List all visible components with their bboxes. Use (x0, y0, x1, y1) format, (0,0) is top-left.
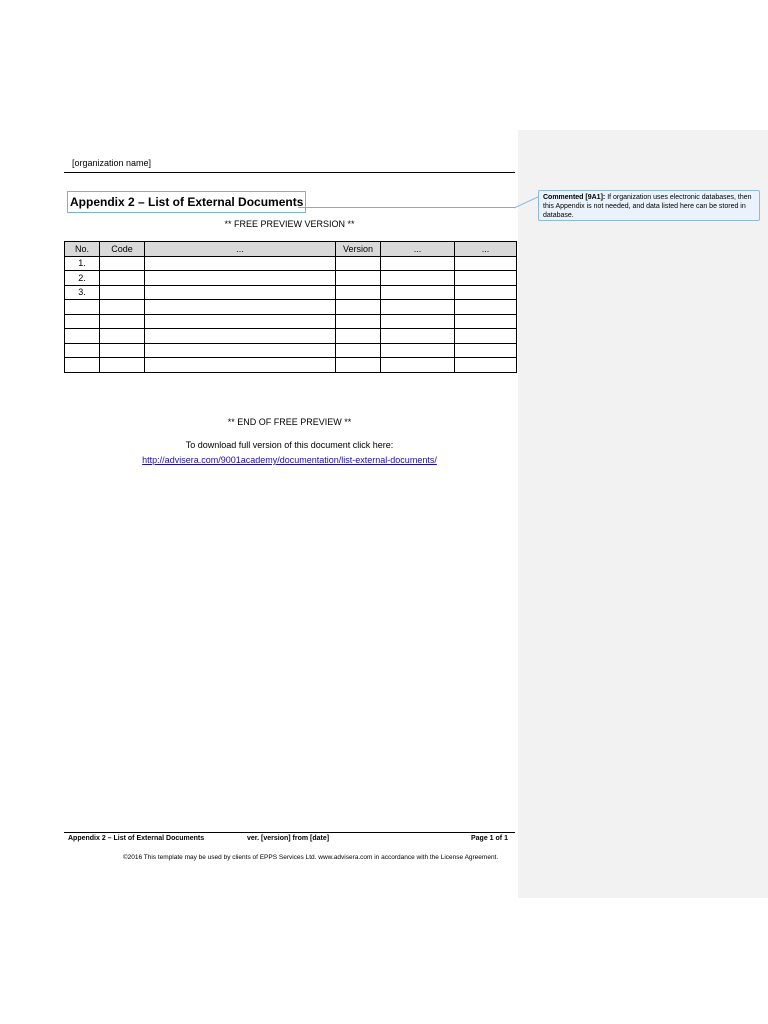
table-cell-no[interactable] (65, 314, 100, 329)
table-cell[interactable] (455, 329, 517, 344)
comment-text: If organization uses electronic databases, then this Appendix is not needed, and data listed here can be stored in database. (543, 194, 752, 219)
table-cell[interactable] (145, 271, 336, 286)
table-cell[interactable] (100, 285, 145, 300)
table-cell[interactable] (455, 271, 517, 286)
table-cell[interactable] (455, 358, 517, 373)
organization-name: [organization name] (72, 158, 152, 168)
table-cell[interactable] (455, 285, 517, 300)
table-cell[interactable] (381, 256, 455, 271)
comment-anchor-line (298, 207, 516, 208)
table-cell[interactable] (455, 256, 517, 271)
table-cell[interactable] (455, 343, 517, 358)
header-version: Version (336, 242, 381, 257)
table-cell[interactable] (145, 314, 336, 329)
table-cell[interactable] (100, 314, 145, 329)
external-documents-table (64, 241, 517, 373)
table-cell[interactable] (381, 343, 455, 358)
title-highlight[interactable] (67, 191, 306, 213)
table-row (65, 358, 517, 373)
comment-box[interactable] (538, 190, 760, 221)
free-preview-label: ** FREE PREVIEW VERSION ** (224, 219, 355, 229)
table-cell-no[interactable]: 2. (65, 271, 100, 286)
download-link[interactable]: http://advisera.com/9001academy/documentation/list-external-documents/ (142, 455, 437, 465)
table-cell-no[interactable]: 3. (65, 285, 100, 300)
table-cell[interactable] (381, 285, 455, 300)
table-cell[interactable] (381, 314, 455, 329)
document-title: Appendix 2 – List of External Documents (70, 195, 304, 209)
table-row (65, 285, 517, 300)
table-cell[interactable] (100, 329, 145, 344)
footer-rule (64, 832, 515, 833)
footer-title: Appendix 2 – List of External Documents (68, 835, 205, 842)
table-cell-no[interactable] (65, 300, 100, 315)
table-cell[interactable] (381, 271, 455, 286)
table-cell-no[interactable] (65, 329, 100, 344)
header-rule (64, 172, 515, 173)
table-cell[interactable] (145, 256, 336, 271)
header-col-3: ... (145, 242, 336, 257)
table-cell-no[interactable] (65, 343, 100, 358)
table-cell[interactable] (336, 300, 381, 315)
table-row (65, 343, 517, 358)
header-col-6: ... (455, 242, 517, 257)
download-link-wrap (64, 455, 515, 465)
table-cell[interactable] (381, 329, 455, 344)
table-cell[interactable] (100, 358, 145, 373)
header-code: Code (100, 242, 145, 257)
table-cell[interactable] (100, 271, 145, 286)
table-row (65, 314, 517, 329)
table-cell[interactable] (145, 329, 336, 344)
end-preview-label: ** END OF FREE PREVIEW ** (227, 417, 352, 427)
table-row (65, 329, 517, 344)
table-cell[interactable] (336, 329, 381, 344)
table-cell[interactable] (100, 300, 145, 315)
table-cell[interactable] (145, 343, 336, 358)
table-cell[interactable] (381, 358, 455, 373)
table-cell[interactable] (336, 343, 381, 358)
table-cell[interactable] (100, 256, 145, 271)
table-cell[interactable] (100, 343, 145, 358)
table-cell[interactable] (455, 314, 517, 329)
footer-version: ver. [version] from [date] (247, 835, 330, 842)
table-row (65, 271, 517, 286)
table-cell[interactable] (381, 300, 455, 315)
table-cell[interactable] (145, 285, 336, 300)
comment-author: Commented [9A1]: (543, 194, 606, 201)
table-header-row (65, 242, 517, 257)
download-text: To download full version of this document click here: (185, 440, 394, 450)
table-row (65, 256, 517, 271)
header-col-5: ... (381, 242, 455, 257)
table-cell[interactable] (336, 358, 381, 373)
footer-copyright: ©2016 This template may be used by clients of EPPS Services Ltd. www.advisera.com in accordance with the License Agreement. (122, 854, 499, 861)
table-cell[interactable] (336, 271, 381, 286)
table-row (65, 300, 517, 315)
comment-pane (518, 130, 768, 898)
table-cell[interactable] (336, 256, 381, 271)
footer-page-number: Page 1 of 1 (471, 835, 508, 842)
table-cell[interactable] (336, 285, 381, 300)
header-no: No. (65, 242, 100, 257)
table-cell[interactable] (455, 300, 517, 315)
table-cell-no[interactable]: 1. (65, 256, 100, 271)
table-cell-no[interactable] (65, 358, 100, 373)
table-cell[interactable] (145, 300, 336, 315)
table-cell[interactable] (336, 314, 381, 329)
table-cell[interactable] (145, 358, 336, 373)
